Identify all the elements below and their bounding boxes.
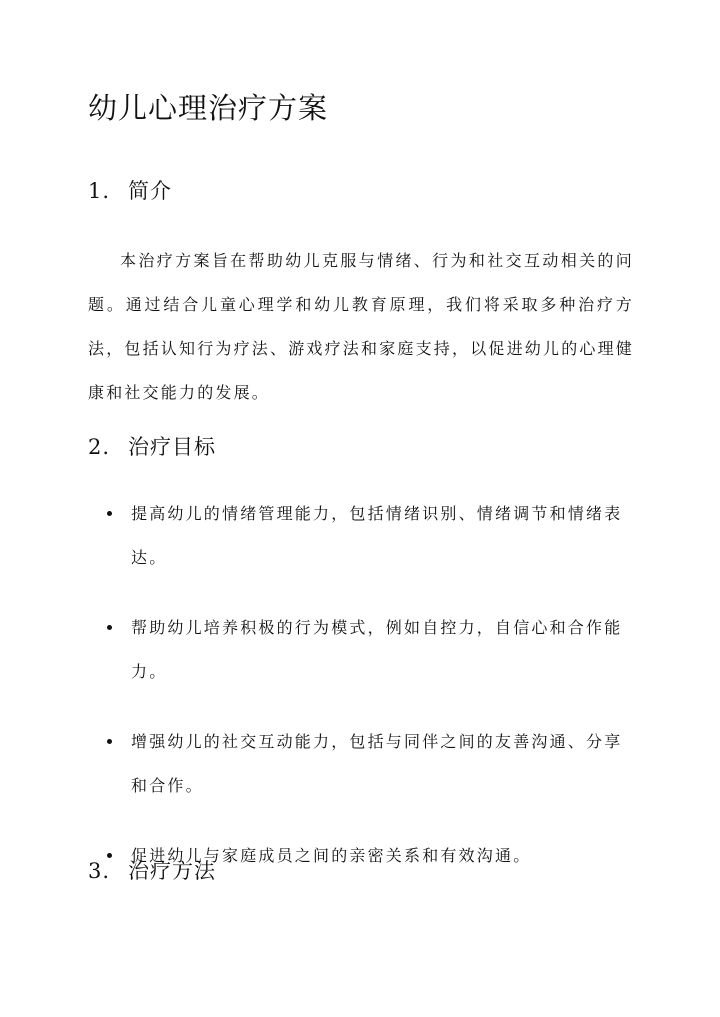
goal-text: 增强幼儿的社交互动能力，包括与同伴之间的友善沟通、分享和合作。	[131, 732, 623, 795]
bullet-icon	[107, 511, 112, 516]
goal-text: 提高幼儿的情绪管理能力，包括情绪识别、情绪调节和情绪表达。	[131, 504, 623, 567]
goals-list	[88, 492, 634, 904]
intro-paragraph: 本治疗方案旨在帮助幼儿克服与情绪、行为和社交互动相关的问题。通过结合儿童心理学和幼儿教育原理，我们将采取多种治疗方法，包括认知行为疗法、游戏疗法和家庭支持，以促进幼儿的心理健康和社交能力的发展。	[88, 251, 635, 402]
bullet-icon	[107, 739, 112, 744]
document-title: 幼儿心理治疗方案	[88, 91, 329, 125]
section-number: 3.	[88, 859, 111, 883]
list-item	[88, 720, 634, 808]
section-title: 治疗目标	[128, 435, 216, 459]
section-heading-intro	[88, 175, 172, 205]
section-title: 治疗方法	[128, 859, 216, 883]
section-title: 简介	[128, 179, 172, 203]
section-number: 1.	[88, 179, 111, 203]
section-heading-goals	[88, 431, 216, 461]
bullet-icon	[107, 625, 112, 630]
goal-text: 帮助幼儿培养积极的行为模式，例如自控力，自信心和合作能力。	[131, 618, 623, 681]
goal-text: 促进幼儿与家庭成员之间的亲密关系和有效沟通。	[131, 846, 532, 865]
list-item	[88, 492, 634, 580]
list-item	[88, 606, 634, 694]
section-number: 2.	[88, 435, 111, 459]
section-heading-methods	[88, 855, 216, 885]
